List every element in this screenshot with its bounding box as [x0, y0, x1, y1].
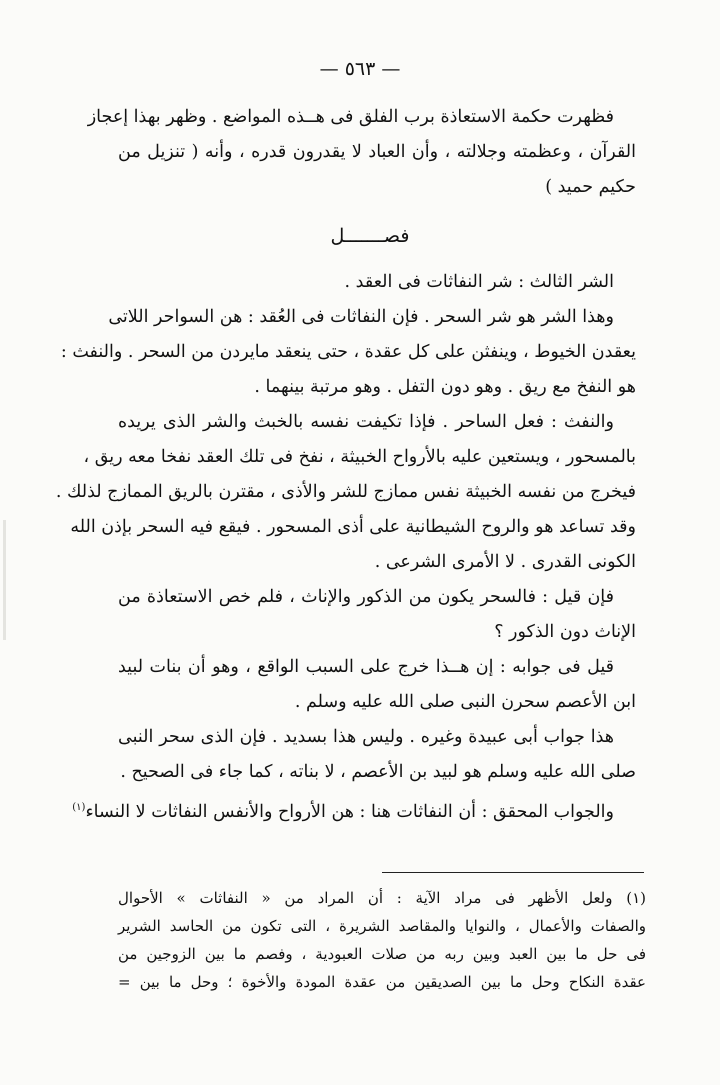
text-line: الشر الثالث : شر النفاثات فى العقد . — [344, 272, 614, 292]
footnote-line: عقدة النكاح وحل ما بين الصديقين من عقدة المودة والأخوة ؛ وحل ما بين = — [118, 973, 646, 991]
text-line: يعقدن الخيوط ، وينفثن على كل عقدة ، حتى ينعقد مايردن من السحر . والنفث : — [60, 342, 636, 362]
text-line: حكيم حميد ) — [545, 177, 636, 197]
footnote-line: فى حل ما بين العبد وبين ربه من صلات العبودية ، وفصم ما بين الزوجين من — [118, 945, 646, 963]
scan-edge-shadow — [3, 520, 6, 640]
text-line: قيل فى جوابه : إن هــذا خرج على السبب الواقع ، وهو أن بنات لبيد — [118, 657, 614, 677]
footnote-line: (١) ولعل الأظهر فى مراد الآية : أن المراد من « النفاثات » الأحوال — [118, 889, 646, 907]
footnotes — [118, 884, 646, 996]
text-line: فظهرت حكمة الاستعاذة برب الفلق فى هــذه المواضع . وظهر بهذا إعجاز — [87, 107, 614, 127]
footnote-line: والصفات والأعمال ، والنوايا والمقاصد الشريرة ، التى تكون من الحاسد الشرير — [118, 917, 646, 935]
footnote-divider — [382, 872, 644, 873]
text-line: ابن الأعصم سحرن النبى صلى الله عليه وسلم . — [294, 692, 636, 712]
text-line: صلى الله عليه وسلم هو لبيد بن الأعصم ، لا بناته ، كما جاء فى الصحيح . — [120, 762, 636, 782]
text-line: بالمسحور ، ويستعين عليه بالأرواح الخبيثة ، نفخ فى تلك العقد نفخا معه ريق ، — [83, 447, 636, 467]
text-line: هذا جواب أبى عبيدة وغيره . وليس هذا بسديد . فإن الذى سحر النبى — [118, 727, 614, 747]
text-line: الإناث دون الذكور ؟ — [494, 622, 636, 642]
body-text-main — [55, 265, 636, 825]
footnote-marker: (١) — [72, 802, 86, 813]
text-line: وهذا الشر هو شر السحر . فإن النفاثات فى العُقد : هن السواحر اللاتى — [108, 307, 614, 327]
text-line: فيخرج من نفسه الخبيثة نفس ممازج للشر والأذى ، مقترن بالريق الممازج لذلك . — [55, 482, 636, 502]
text-line: هو النفخ مع ريق . وهو دون التفل . وهو مرتبة بينهما . — [254, 377, 636, 397]
text-line: الكونى القدرى . لا الأمرى الشرعى . — [374, 552, 636, 572]
text-line: وقد تساعد هو والروح الشيطانية على أذى المسحور . فيقع فيه السحر بإذن الله — [70, 517, 636, 537]
text-line: فإن قيل : فالسحر يكون من الذكور والإناث ، فلم خص الاستعاذة من — [118, 587, 614, 607]
body-text-top — [87, 100, 636, 205]
text-line-with-footnote — [72, 790, 636, 825]
text-line: والنفث : فعل الساحر . فإذا تكيفت نفسه بالخبث والشر الذى يريده — [118, 412, 614, 432]
section-heading: فصـــــــل — [330, 225, 410, 247]
page-number: — ٥٦٣ — — [319, 58, 401, 80]
text-span: والجواب المحقق : أن النفاثات هنا : هن الأرواح والأنفس النفاثات لا النساء — [85, 801, 614, 822]
text-line: القرآن ، وعظمته وجلالته ، وأن العباد لا يقدرون قدره ، وأنه ( تنزيل من — [118, 142, 636, 162]
